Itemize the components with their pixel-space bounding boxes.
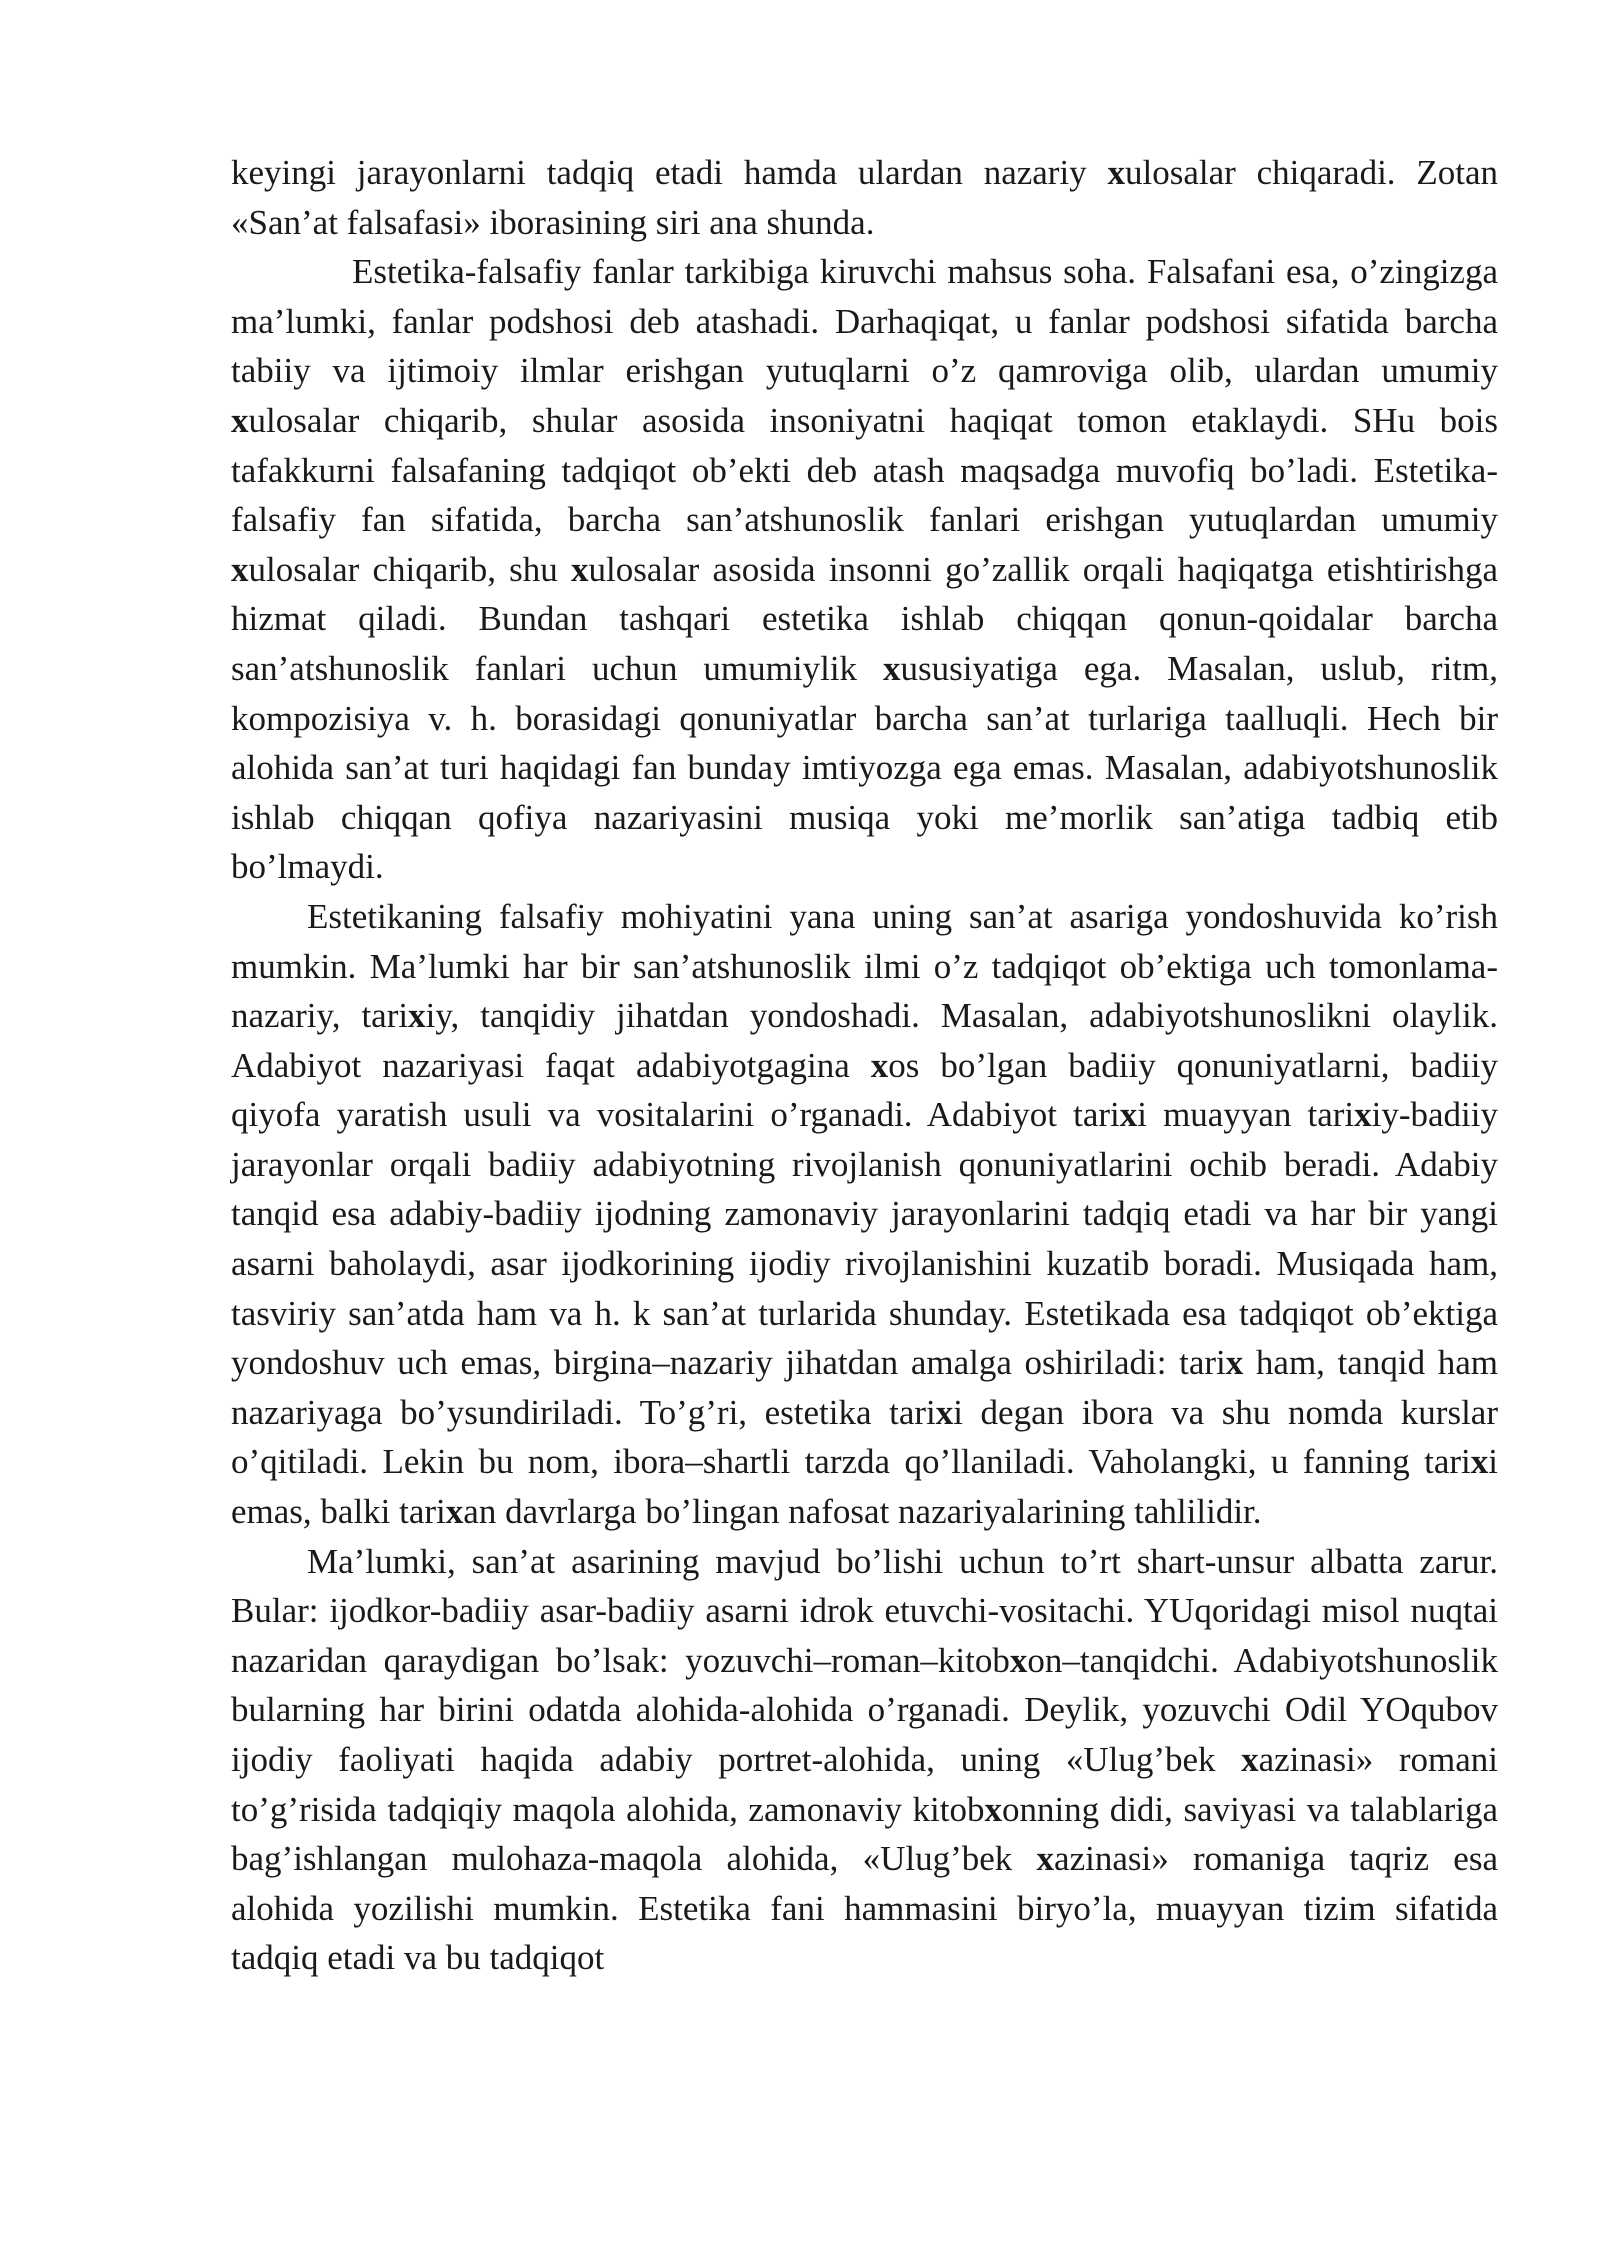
- text-run: ulosalar chiqaradi. Zotan «San’at falsafasi» iborasining siri ana shunda.: [231, 153, 1498, 242]
- text-run: onning didi, saviyasi va talablariga bag’ishlangan mulohaza-maqola alohida, «Ulug’bek: [231, 1789, 1498, 1879]
- bold-letter: x: [1036, 1839, 1055, 1879]
- text-run: i muayyan tari: [1137, 1095, 1355, 1135]
- text-run: iy-badiiy jarayonlar orqali badiiy adabiyotning rivojlanish qonuniyatlarini ochib beradi. Adabiy tanqid esa adabiy-badiiy ijodning zamonaviy jarayonlarini tadqiq etadi va har bir yangi asarni baholaydi, asar ijodkorining ijodiy rivojlanishini kuzatib boradi. Musiqada ham, tasviriy san’atda ham va h. k san’at turlarida shunday. Estetikada esa tadqiqot ob’ektiga yondoshuv uch emas, birgina–nazariy jihatdan amalga oshiriladi: tari: [231, 1095, 1499, 1383]
- bold-letter: x: [882, 648, 901, 688]
- text-run: i emas, balki tari: [231, 1442, 1498, 1532]
- text-run: keyingi jarayonlarni tadqiq etadi hamda ulardan nazariy: [231, 153, 1108, 192]
- bold-letter: x: [1107, 153, 1125, 192]
- text-run: azinasi» romaniga taqriz esa alohida yozilishi mumkin. Estetika fani hammasini biryo’la, muayyan tizim sifatida tadqiq etadi va bu tadqiqot: [231, 1839, 1498, 1978]
- bold-letter: x: [935, 1392, 954, 1432]
- paragraph-2: [231, 247, 1498, 892]
- text-run: ulosalar chiqarib, shular asosida insoniyatni haqiqat tomon etaklaydi. SHu bois tafakkurni falsafaning tadqiqot ob’ekti deb atash maqsadga muvofiq bo’ladi. Estetika-falsafiy fan sifatida, barcha san’atshunoslik fanlari erishgan yutuqlardan umumiy: [231, 400, 1498, 540]
- text-run: ham, tanqid ham nazariyaga bo’ysundiriladi. To’g’ri, estetika tari: [231, 1343, 1498, 1432]
- bold-letter: x: [408, 996, 426, 1036]
- text-run: ususiyatiga ega. Masalan, uslub, ritm, kompozisiya v. h. borasidagi qonuniyatlar barcha san’at turlariga taalluqli. Hech bir alohida san’at turi haqidagi fan bunday imtiyozga ega emas. Masalan, adabiyotshunoslik ishlab chiqqan qofiya nazariyasini musiqa yoki me’morlik san’atiga tadbiq etib bo’lmaydi.: [231, 648, 1498, 887]
- bold-letter: x: [984, 1789, 1002, 1829]
- bold-letter: x: [870, 1045, 889, 1085]
- bold-letter: x: [231, 549, 249, 589]
- text-run: ulosalar asosida insonni go’zallik orqali haqiqatga etishtirishga hizmat qiladi. Bundan tashqari estetika ishlab chiqqan qonun-qoidalar barcha san’atshunoslik fanlari uchun umumiylik: [231, 549, 1498, 688]
- text-run: Estetikaning falsafiy mohiyatini yana uning san’at asariga yondoshuvida ko’rish mumkin. Ma’lumki har bir san’atshunoslik ilmi o’z tadqiqot ob’ektiga uch tomonlama- nazariy, tari: [231, 896, 1498, 1036]
- bold-letter: x: [1241, 1740, 1259, 1779]
- text-run: iy, tanqidiy jihatdan yondoshadi. Masalan, adabiyotshunoslikni olaylik. Adabiyot nazariyasi faqat adabiyotgagina: [231, 996, 1498, 1085]
- paragraph-1: [231, 148, 1498, 247]
- text-run: on–tanqidchi. Adabiyotshunoslik bularning har birini odatda alohida-alohida o’rganadi. Deylik, yozuvchi Odil YOqubov ijodiy faoliyati haqida adabiy portret-alohida, uning «Ulug’bek: [231, 1640, 1498, 1779]
- text-run: os bo’lgan badiiy qonuniyatlarni, badiiy qiyofa yaratish usuli va vositalarini o’rganadi. Adabiyot tari: [231, 1045, 1498, 1135]
- bold-letter: x: [1119, 1095, 1138, 1135]
- text-run: i degan ibora va shu nomda kurslar o’qitiladi. Lekin bu nom, ibora–shartli tarzda qo’llaniladi. Vaholangki, u fanning tari: [231, 1392, 1499, 1482]
- text-run: Ma’lumki, san’at asarining mavjud bo’lishi uchun to’rt shart-unsur albatta zarur. Bular: ijodkor-badiiy asar-badiiy asarni idrok etuvchi-vositachi. YUqoridagi misol nuqtai nazaridan qaraydigan bo’lsak: yozuvchi–roman–kitob: [231, 1541, 1498, 1680]
- text-run: azinasi» romani to’g’risida tadqiqiy maqola alohida, zamonaviy kitob: [231, 1740, 1499, 1829]
- bold-letter: x: [1354, 1095, 1372, 1135]
- text-run: ulosalar chiqarib, shu: [248, 549, 572, 589]
- text-run: Estetika-falsafiy fanlar tarkibiga kiruvchi mahsus soha. Falsafani esa, o’zingizga ma’lumki, fanlar podshosi deb atashadi. Darhaqiqat, u fanlar podshosi sifatida barcha tabiiy va ijtimoiy ilmlar erishgan yutuqlarni o’z qamroviga olib, ulardan umumiy: [231, 252, 1498, 391]
- bold-letter: x: [445, 1492, 464, 1532]
- paragraph-3: [231, 892, 1498, 1537]
- bold-letter: x: [1009, 1640, 1028, 1680]
- text-run: an davrlarga bo’lingan nafosat nazariyalarining tahlilidir.: [463, 1492, 1262, 1532]
- bold-letter: x: [231, 400, 249, 440]
- document-page: [231, 148, 1498, 1983]
- bold-letter: x: [1225, 1343, 1244, 1383]
- bold-letter: x: [1470, 1442, 1489, 1482]
- paragraph-4: [231, 1537, 1498, 1983]
- bold-letter: x: [571, 549, 589, 589]
